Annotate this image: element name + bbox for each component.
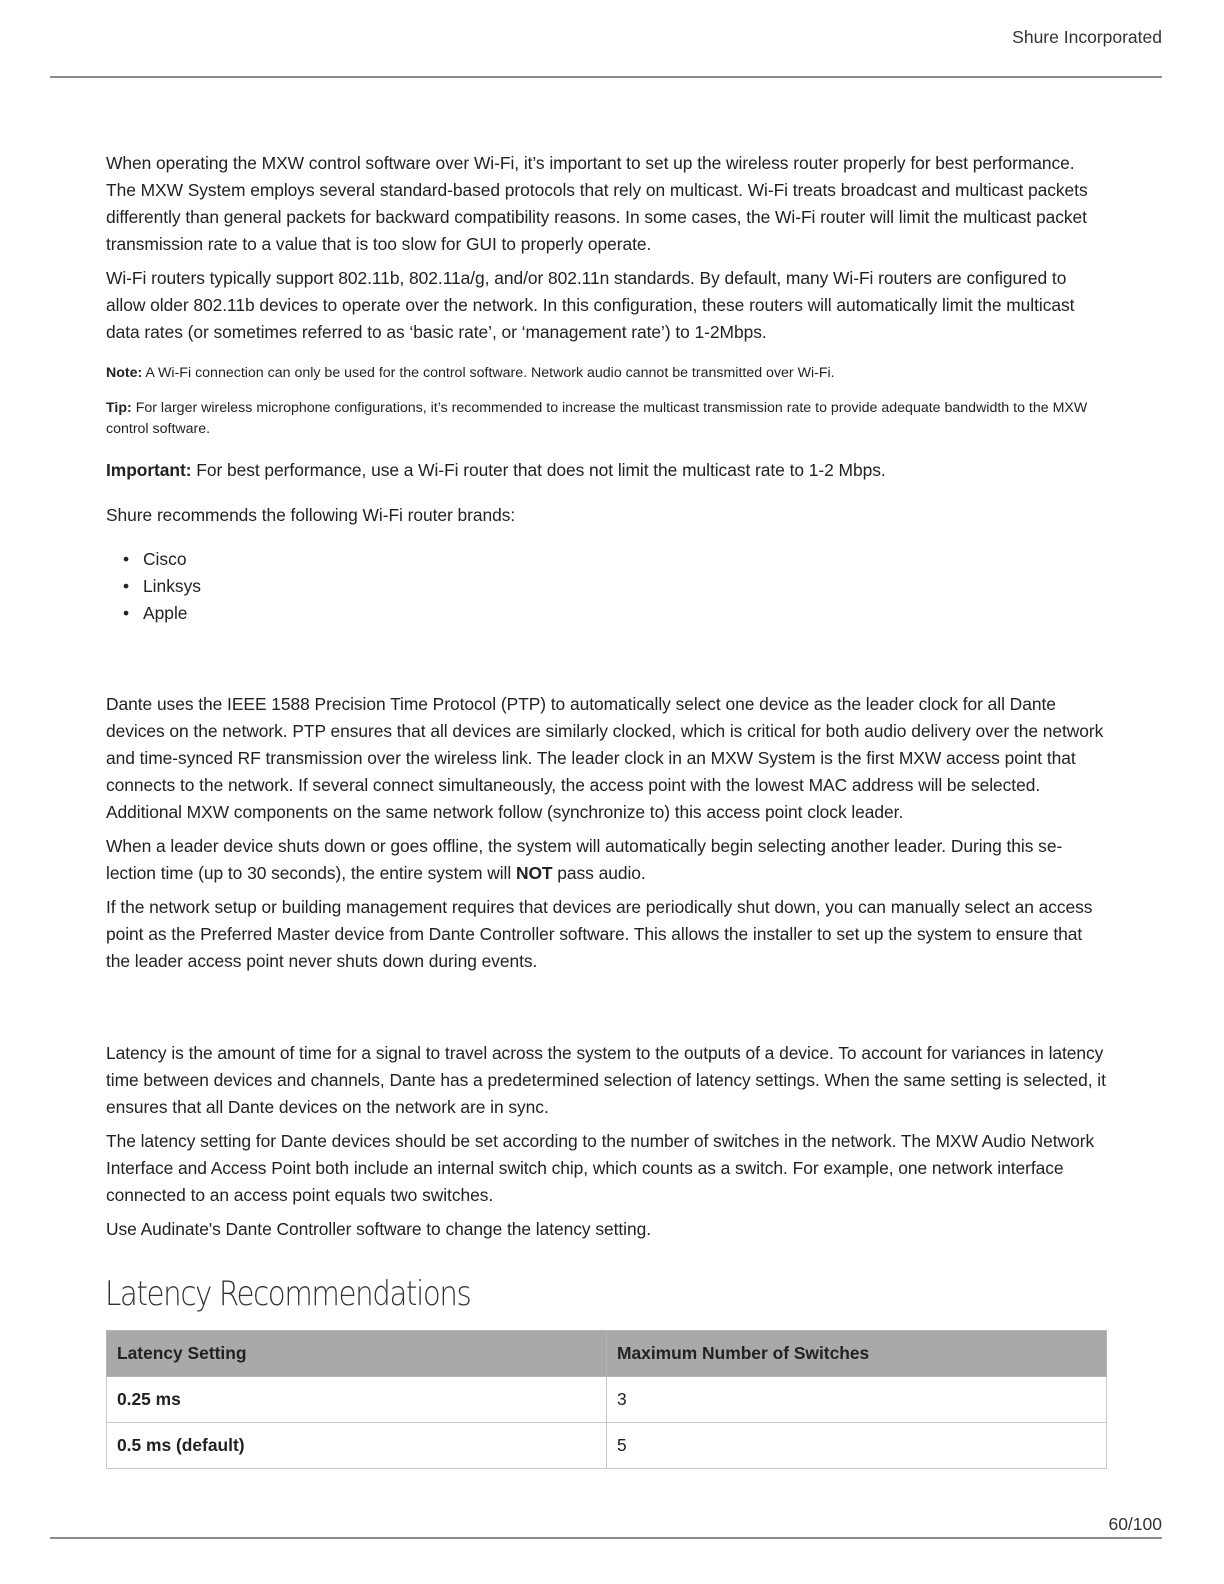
important-text: For best performance, use a Wi-Fi router that does not limit the multicast rate to 1-2 Mbps.	[191, 460, 886, 480]
list-item: • Apple	[106, 600, 1106, 627]
table-cell-setting: 0.5 ms (default)	[107, 1423, 607, 1469]
note-label: Note:	[106, 365, 143, 381]
wifi-paragraph-2: Wi-Fi routers typically support 802.11b, 802.11a/g, and/or 802.11n standards. By default, many Wi-Fi routers are configured to allow older 802.11b devices to operate over the network. In this configuration, these routers will automatically limit the multicast data rates (or sometimes referred to as ‘basic rate’, or ‘management rate’) to 1-2Mbps.	[106, 268, 1075, 342]
list-item: • Cisco	[106, 546, 1106, 573]
ptp-p2-after: pass audio.	[552, 863, 646, 883]
header-rule	[50, 76, 1162, 78]
note	[106, 363, 1106, 384]
tip-label: Tip:	[106, 400, 132, 416]
brands-intro: Shure recommends the following Wi-Fi router brands:	[106, 505, 516, 525]
header-company: Shure Incorporated	[1012, 27, 1162, 47]
table-header-row	[107, 1331, 1107, 1377]
ptp-section	[106, 691, 1106, 975]
footer-rule	[50, 1537, 1162, 1539]
brand-list	[106, 546, 1106, 627]
ptp-paragraph-1: Dante uses the IEEE 1588 Precision Time Protocol (PTP) to automatically select one device as the leader clock for all Dante devices on the network. PTP ensures that all devices are similarly clocked, which is critical for both audio delivery over the network and time-synced RF transmission over the wireless link. The leader clock in an MXW System is the first MXW access point that connects to the network. If several connect simultaneously, the access point with the lowest MAC address will be selected. Additional MXW components on the same network follow (synchronize to) this access point clock leader.	[106, 694, 1104, 822]
table-cell-switches: 3	[607, 1377, 1107, 1423]
important-label: Important:	[106, 460, 192, 480]
list-item: • Linksys	[106, 573, 1106, 600]
ptp-paragraph-3: If the network setup or building management requires that devices are periodically shut down, you can manually select an access point as the Preferred Master device from Dante Controller software. This allows the installer to set up the system to ensure that the leader access point never shuts down during events.	[106, 897, 1093, 971]
latency-paragraph-1: Latency is the amount of time for a signal to travel across the system to the outputs of a device. To account for variances in latency time between devices and channels, Dante has a predetermined selection of latency settings. When the same setting is selected, it ensures that all Dante devices on the network are in sync.	[106, 1043, 1106, 1117]
important	[106, 457, 1106, 484]
wifi-paragraph-1: When operating the MXW control software over Wi-Fi, it’s important to set up the wireless router properly for best performance. The MXW System employs several standard-based protocols that rely on multicast. Wi-Fi treats broadcast and multicast packets differently than general packets for backward compatibility reasons. In some cases, the Wi-Fi router will limit the multicast packet transmission rate to a value that is too slow for GUI to properly operate.	[106, 153, 1088, 254]
latency-paragraph-2: The latency setting for Dante devices should be set according to the number of switches in the network. The MXW Audio Network Interface and Access Point both include an internal switch chip, which counts as a switch. For example, one network interface connected to an access point equals two switches.	[106, 1131, 1095, 1205]
note-text: A Wi-Fi connection can only be used for the control software. Network audio cannot be transmitted over Wi-Fi.	[142, 365, 835, 381]
latency-section	[106, 1040, 1106, 1243]
ptp-p2-bold: NOT	[515, 863, 553, 883]
latency-paragraph-3: Use Audinate's Dante Controller software to change the latency setting.	[106, 1219, 651, 1239]
wifi-section	[106, 150, 1106, 627]
table-cell-setting: 0.25 ms	[107, 1377, 607, 1423]
ptp-paragraph-2	[106, 833, 1106, 887]
page-number: 60/100	[1108, 1514, 1162, 1534]
section-heading: Latency Recommendations	[105, 1274, 471, 1314]
table-row	[107, 1423, 1107, 1469]
tip-text: For larger wireless microphone configurations, it’s recommended to increase the multicast transmission rate to provide adequate bandwidth to the MXW control software.	[106, 400, 1088, 437]
column-header: Latency Setting	[107, 1331, 607, 1377]
table-row	[107, 1377, 1107, 1423]
latency-table	[106, 1330, 1107, 1469]
ptp-p2-before: When a leader device shuts down or goes offline, the system will automatically begin selecting another leader. During this selection time (up to 30 seconds), the entire system will	[106, 836, 1063, 883]
tip	[106, 398, 1106, 440]
column-header: Maximum Number of Switches	[607, 1331, 1107, 1377]
table-cell-switches: 5	[607, 1423, 1107, 1469]
